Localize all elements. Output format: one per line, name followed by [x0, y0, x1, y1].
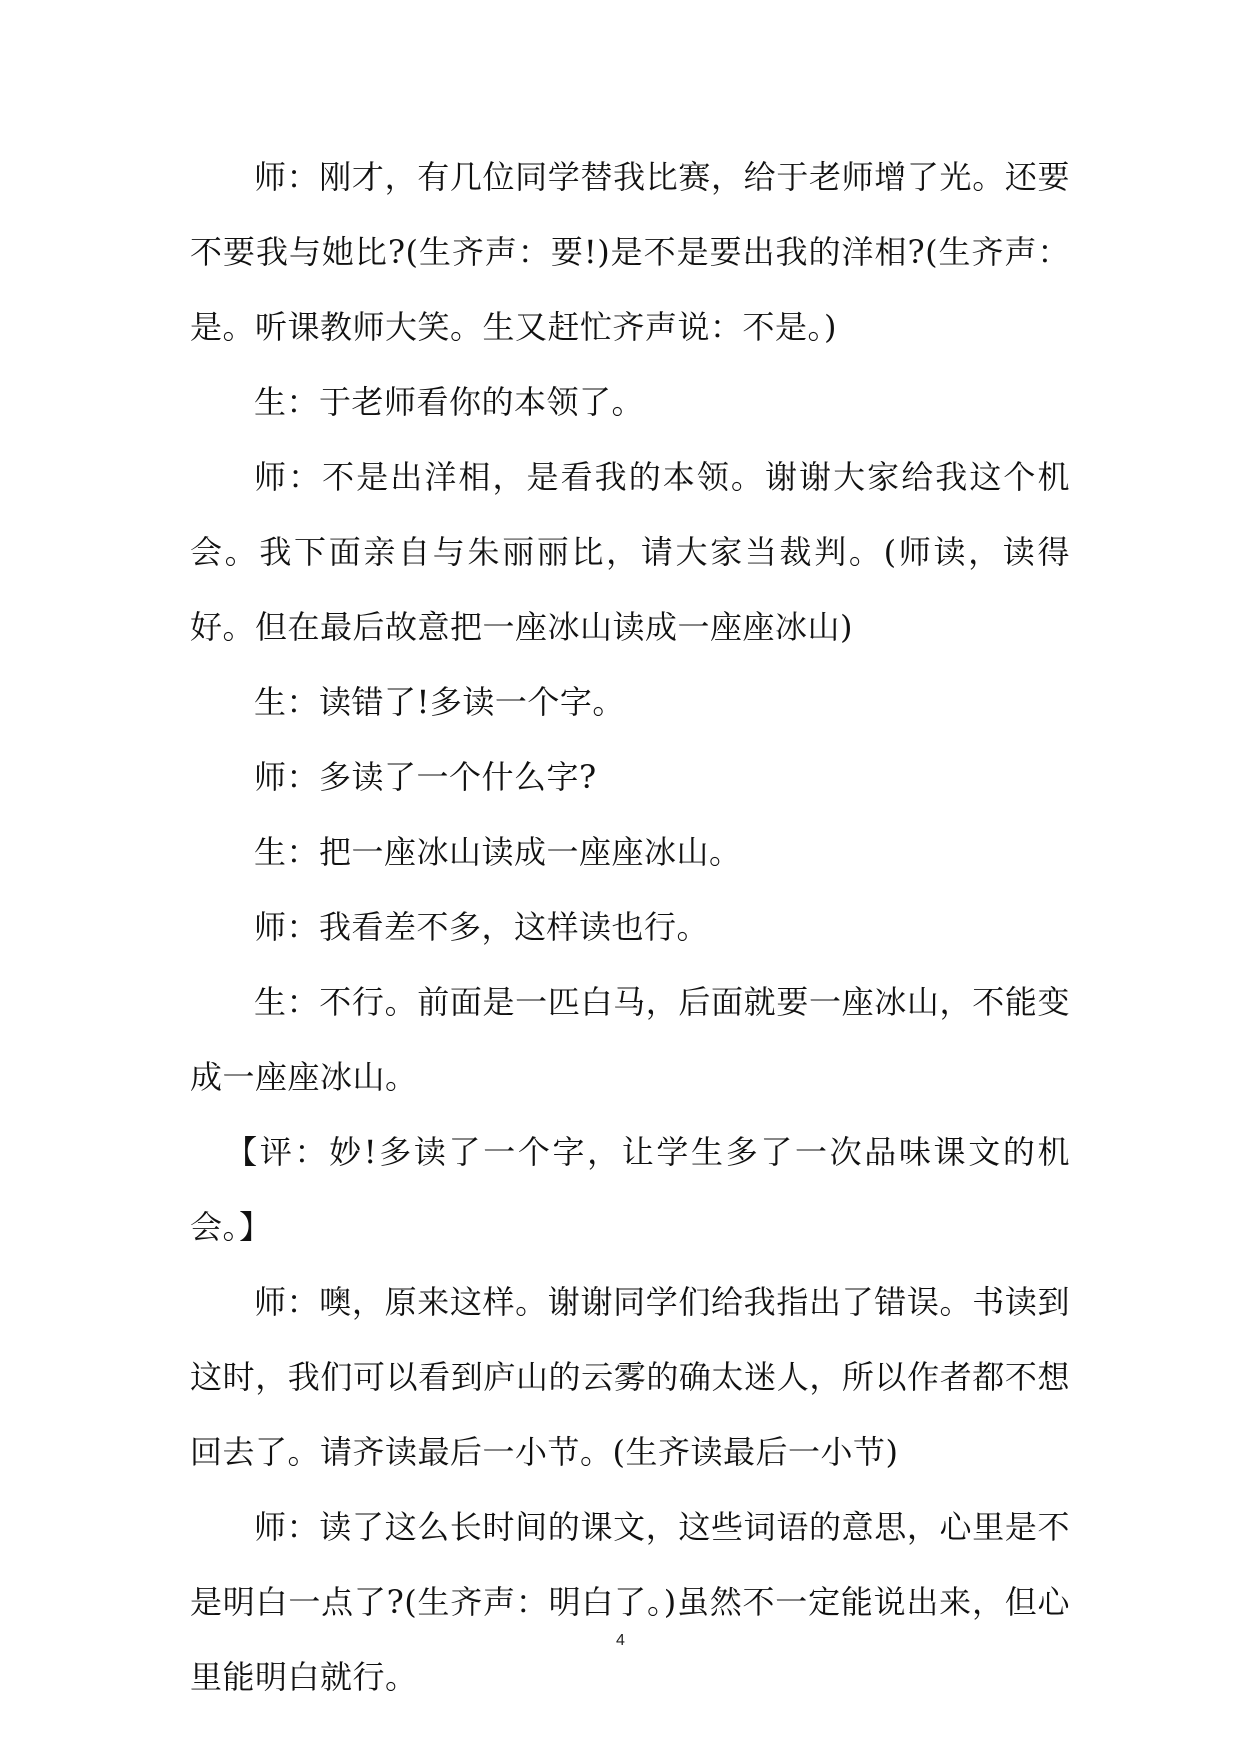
dialogue-paragraph-10: 师：读了这么长时间的课文，这些词语的意思，心里是不是明白一点了?(生齐声：明白了。)虽然不一定能说出来，但心里能明白就行。 [190, 1508, 1070, 1696]
dialogue-paragraph-6: 生：把一座冰山读成一座座冰山。 [254, 833, 742, 871]
dialogue-paragraph-1: 师：刚才，有几位同学替我比赛，给于老师增了光。还要不要我与她比?(生齐声：要!)是不是要出我的洋相?(生齐声：是。听课教师大笑。生又赶忙齐声说：不是。) [190, 158, 1070, 346]
document-body [190, 140, 1070, 1715]
dialogue-paragraph-9: 师：噢，原来这样。谢谢同学们给我指出了错误。书读到这时，我们可以看到庐山的云雾的确太迷人，所以作者都不想回去了。请齐读最后一小节。(生齐读最后一小节) [190, 1283, 1070, 1471]
dialogue-paragraph-5: 师：多读了一个什么字? [254, 758, 597, 796]
dialogue-paragraph-4: 生：读错了!多读一个字。 [254, 683, 625, 721]
comment-paragraph: 【评：妙!多读了一个字，让学生多了一次品味课文的机会。】 [190, 1133, 1070, 1246]
dialogue-paragraph-2: 生：于老师看你的本领了。 [254, 383, 645, 421]
dialogue-paragraph-3: 师：不是出洋相，是看我的本领。谢谢大家给我这个机会。我下面亲自与朱丽丽比，请大家当裁判。(师读，读得好。但在最后故意把一座冰山读成一座座冰山) [190, 458, 1070, 646]
dialogue-paragraph-8: 生：不行。前面是一匹白马，后面就要一座冰山，不能变成一座座冰山。 [190, 983, 1070, 1096]
page-number: 4 [616, 1632, 625, 1649]
dialogue-paragraph-7: 师：我看差不多，这样读也行。 [254, 908, 710, 946]
